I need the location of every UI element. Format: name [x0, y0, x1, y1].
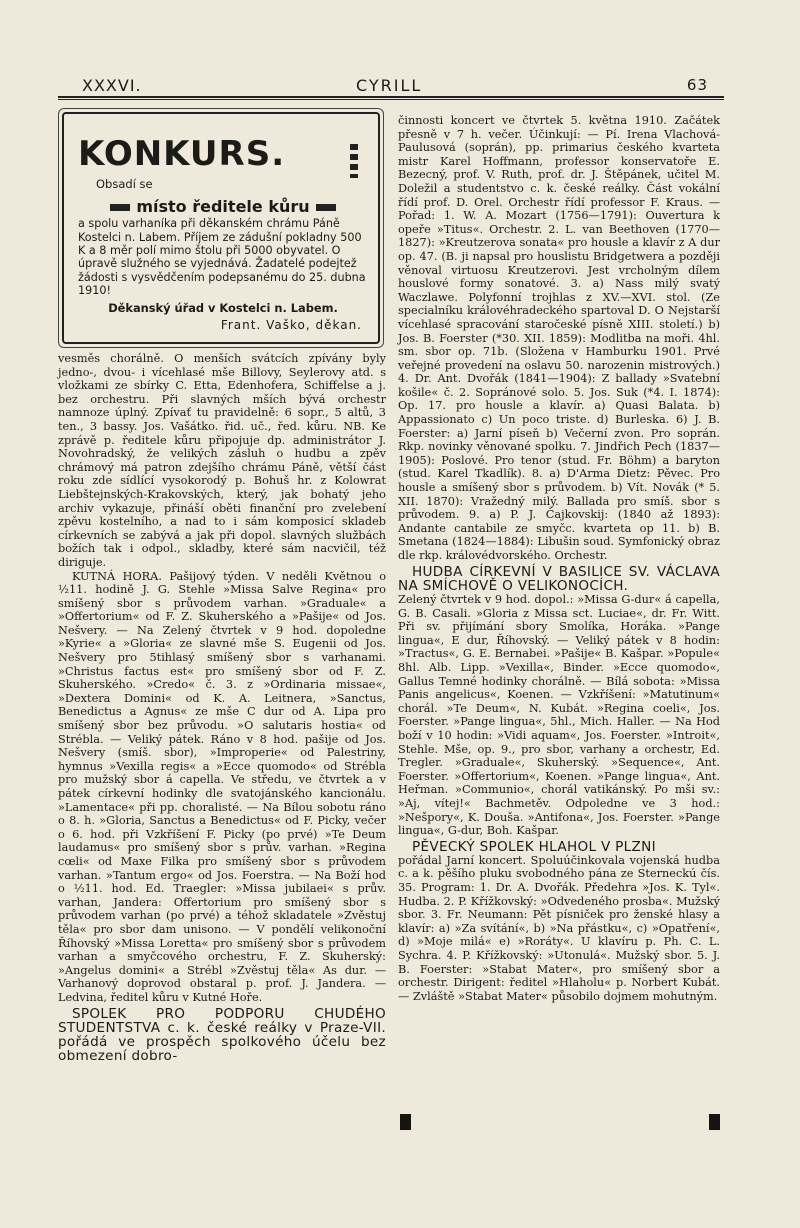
paragraph-koncert: činnosti koncert ve čtvrtek 5. května 1910. Začátek přesně v 7 h. večer. Účinkují: — Pí. Irena Vlachová-Paulusová (soprán), pp. primarius českého kvarteta mistr Karel Hoffmann, professor konservatoře E. Bezecný, prof. V. Ruth, prof. dr. J. Štěpánek, učitel M. Doležil a studentstvo c. k. české reálky. Část vokální řídí prof. D. Orel. Orchestr řídí professor F. Kraus. — Pořad: 1. W. A. Mozart (1756—1791): Ouvertura k opeře »Titus«. Orchestr. 2. L. van Beethoven (1770—1827): »Kreutzerova sonata« pro housle a klavír z A dur op. 47. (B. ji napsal pro houslistu Bridgetwera a později věnoval virtuosu Kreutzerovi. Jest vrcholným dílem houslové formy sonatové. 3. a) Nass milý svatý Waczlawe. Polyfonní trojhlas z XV.—XVI. stol. (Ze specialníku královéhradeckého spartoval D. O Nejstarší vícehlasé spracování staročeské písně XIII. století.) b) Jos. B. Foerster (*30. XII. 1859): Modlitba na moři. 4hl. sm. sbor op. 71b. (Složena v Hamburku 1901. Prvé veřejné provedení na oslavu 50. narozenin mistrových.) 4. Dr. Ant. Dvořák (1841—1904): Z ballady »Svatební košile« č. 2. Sopránové solo. 5. Jos. Suk (*4. I. 1874): Op. 17. pro housle a klavír. a) Quasi Balata. b) Appassionato c) Un poco triste. d) Burleska. 6) J. B. Foerster: a) Jarní píseň b) Večerní zvon. Pro soprán. Rkp. novinky věnované spolku. 7. Jindřich Pech (1837—1905): Poslové. Pro tenor (stud. Fr. Böhm) a baryton (stud. Karel Tkadlík). 8. a) D'Arma Dietz: Pěvec. Pro housle a smíšený sbor s průvodem. b) Vít. Novák (* 5. XII. 1870): Vražedný milý. Ballada pro smíš. sbor s průvodem. 9. a) P. J. Čajkovskij: (1840 až 1893): Andante cantabile ze smyčc. kvarteta op 11. b) B. Smetana (1824—1884): Libušin soud. Symfonický obraz dle rkp. královédvorského. Orchestr. — [398, 114, 720, 562]
ornament-block — [110, 204, 130, 211]
end-mark — [709, 1114, 720, 1130]
konkurs-advertisement — [62, 112, 380, 344]
ornament-block — [316, 204, 336, 211]
ad-title: KONKURS. — [78, 134, 286, 174]
ad-subtitle: Obsadí se — [96, 177, 153, 191]
paragraph-basilika: Zelený čtvrtek v 9 hod. dopol.: »Missa G-dur« á capella, G. B. Casali. »Gloria z Missa sct. Luciae«, dr. Fr. Witt. Při sv. přijímání sbory Smolíka, Horáka. »Pange lingua«, E dur, Říhovský. — Veliký pátek v 8 hodin: »Tractus«, G. E. Bernabei. »Pašije« B. Kašpar. »Popule« 8hl. Alb. Lipp. »Vexilla«, Binder. »Ecce quomodo«, Gallus Temné hodinky chorálně. — Bílá sobota: »Missa Panis angelicus«, Koenen. — Vzkříšení: »Matutinum« chorál. »Te Deum«, N. Kubát. »Regina coeli«, Jos. Foerster. »Pange lingua«, 5hl., Mich. Haller. — Na Hod boží v 10 hodin: »Vidi aquam«, Jos. Foerster. »Introit«, Stehle. Mše, op. 9., pro sbor, varhany a orchestr, Ed. Tregler. »Graduale«, Skuherský. »Sequence«, Ant. Foerster. »Offertorium«, Koenen. »Pange lingua«, Ant. Heřman. »Communio«, chorál vatikánský. Po mši sv.: »Aj, vítej!« Bachmetěv. Odpoledne ve 3 hod.: »Nešpory«, K. Douša. »Antifona«, Jos. Foerster. »Pange lingua«, G-dur, Boh. Kašpar. — [398, 593, 720, 838]
decorative-bars — [350, 144, 358, 178]
volume-number: XXXVI. — [82, 76, 142, 95]
running-header — [58, 76, 708, 96]
ad-office: Děkanský úřad v Kostelci n. Labem. — [108, 300, 338, 315]
journal-title: CYRILL — [356, 76, 423, 95]
section-heading-spolek: SPOLEK PRO PODPORU CHUDÉHO STUDENTSTVA c. k. české reálky v Praze-VII. pořádá ve prospěch spolkového účelu bez obmezení dobro- — [58, 1005, 386, 1065]
paragraph: vesměs chorálně. O menších svátcích zpívány byly jedno-, dvou- i vícehlasé mše Billovy, Seylerovy atd. s vložkami ze sbírky C. Etta, Edenhofera, Schiffelse a j. bez orchestru. Při slavných mších bývá orchestr namnoze úplný. Zpívať tu pravidelně: 6 sopr., 5 altů, 3 ten., 3 bassy. Jos. Vašátko. řid. uč., řed. kůru. NB. Ke zprávě p. ředitele kůru připojuje dp. administrátor J. Novohradský, že velikých zásluh o hudbu a zpěv chrámový má patron zdejšího chrámu Páně, větší část roku zde sídlící vysokorodý p. Bohuš hr. z Kolowrat Liebštejnských-Krakovských, který, jak bohatý jeho archiv vykazuje, přináší oběti finanční pro zvelebení zpěvu kostelního, a nad to i sám komposicí skladeb církevních se zabývá a jak při dopol. slavných službách božích tak i odpol., skladby, které sám nacvičil, též diriguje. — [58, 352, 386, 569]
header-rule — [58, 96, 724, 100]
end-mark — [400, 1114, 411, 1130]
section-heading-hudba: HUDBA CÍRKEVNÍ V BASILICE SV. VÁCLAVA NA SMÍCHOVĚ O VELIKONOCÍCH. — [398, 563, 720, 594]
page-number: 63 — [686, 76, 708, 94]
left-column — [58, 112, 386, 1063]
right-column — [398, 114, 720, 1003]
section-heading-hlahol: PĚVECKÝ SPOLEK HLAHOL V PLZNI — [412, 838, 656, 855]
ad-headline-text: místo ředitele kůru — [136, 196, 310, 216]
paragraph-kutna-hora: KUTNÁ HORA. Pašijový týden. V neděli Květnou o ½11. hodině J. G. Stehle »Missa Salve Regina« pro smíšený sbor s průvodem varhan. »Graduale« a »Offertorium« od F. Z. Skuherského a »Pašije« od Jos. Nešvery. — Na Zelený čtvrtek v 9 hod. dopoledne »Kyrie« a »Gloria« ze slavné mše S. Eugenii od Jos. Nešvery pro 5tihlasý smíšený sbor s varhanami. »Christus factus est« pro smíšený sbor od F. Z. Skuherského. »Credo« č. 3. z »Ordinaria missae«, »Dextera Domini« od K. A. Leitnera, »Sanctus, Benedictus a Agnus« ze mše C dur od A. Lipa pro smíšený sbor bez průvodu. »O salutaris hostia« od Strébla. — Veliký pátek. Ráno v 8 hod. pašije od Jos. Nešvery (smíš. sbor), »Improperie« od Palestriny, hymnus »Vexilla regis« a »Ecce quomodo« od Strébla pro mužský sbor á capella. Ve středu, ve čtvrtek a v pátek církevní hodinky dle svatojánského kancionálu. »Lamentace« při pp. choralisté. — Na Bílou sobotu ráno o 8. h. »Gloria, Sanctus a Benedictus« od F. Picky, večer o 6. hod. při Vzkříšení F. Picky (po prvé) »Te Deum laudamus« pro smíšený sbor s prův. varhan. »Regina cœli« od Maxe Filka pro smíšený sbor s průvodem varhan. »Tantum ergo« od Jos. Foerstra. — Na Boží hod o ½11. hod. Ed. Traegler: »Missa jubilaei« s prův. varhan, Jandera: Offertorium pro smíšený sbor s průvodem varhan (po prvé) a téhož skladatele »Zvěstuj těla« pro sbor dam unisono. — V pondělí velikonoční Říhovský »Missa Loretta« pro smíšený sbor s průvodem varhan a smyčcového orchestru, F. Z. Skuherský: »Angelus domini« a Strébl »Zvěstuj těla« As dur. — Varhanový doprovod obstaral p. prof. J. Jandera. — Ledvina, ředitel kůru v Kutné Hoře. — [58, 569, 386, 1004]
end-marks — [398, 1114, 720, 1134]
ad-headline — [78, 196, 368, 216]
ad-body: a spolu varhaníka při děkanském chrámu Páně Kostelci n. Labem. Příjem ze zádušní pokladny 500 K a 8 měr polí mimo štolu při 5000 obyvatel. O úpravě služného se vyjednává. Žadatelé podejtež žádosti s vysvědčením podepsanému do 25. dubna 1910! — [78, 217, 366, 298]
paragraph-hlahol: pořádal Jarní koncert. Spoluúčinkovala vojenská hudba c. a k. pěšího pluku svobodného pána ze Sterneckú čís. 35. Program: 1. Dr. A. Dvořák. Předehra »Jos. K. Tyl«. Hudba. 2. P. Křížkovský: »Odvedeného prosba«. Mužský sbor. 3. Fr. Neumann: Pět písniček pro ženské hlasy a klavír: a) »Za svítání«, b) »Na přástku«, c) »Opatření«, d) »Moje milá« e) »Roráty«. U klavíru p. Ph. C. L. Sychra. 4. P. Křížkovský: »Utonulá«. Mužský sbor. 5. J. B. Foerster: »Stabat Mater«, pro smíšený sbor a orchestr. Dirigent: ředitel »Hlaholu« p. Norbert Kubát. — Zvláště »Stabat Mater« působilo dojmem mohutným. — [398, 853, 720, 1003]
ad-signature: Frant. Vaško, děkan. — [220, 318, 362, 333]
